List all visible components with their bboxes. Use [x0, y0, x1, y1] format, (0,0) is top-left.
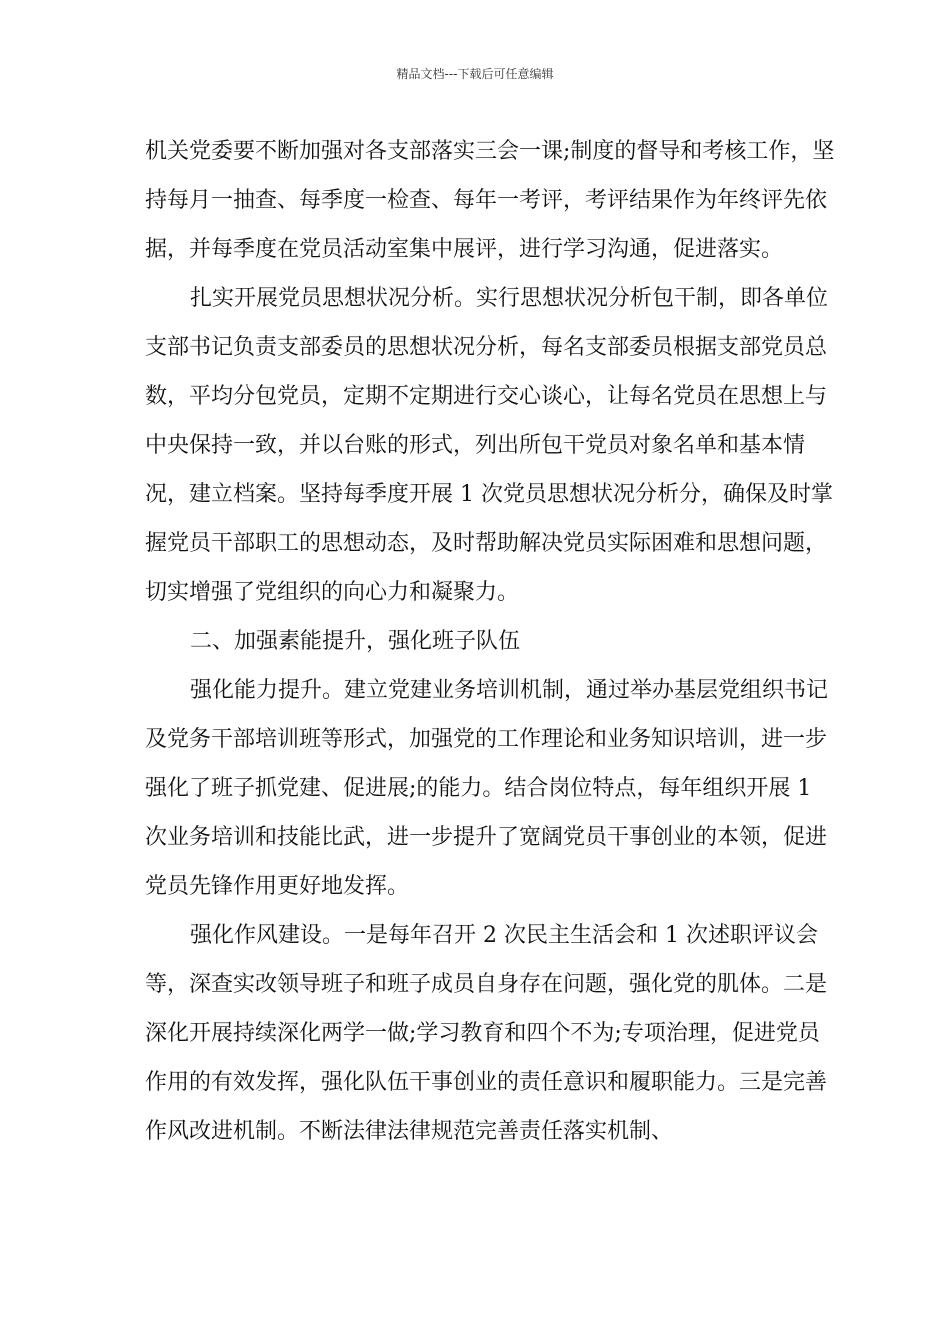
paragraph: 强化能力提升。建立党建业务培训机制，通过举办基层党组织书记及党务干部培训班等形式，加强党的工作理论和业务知识培训，进一步强化了班子抓党建、促进展;的能力。结合岗位特点，每年组织开展 1 次业务培训和技能比武，进一步提升了宽阔党员干事创业的本领，促进党员先锋作用更好地发挥。: [145, 678, 829, 899]
section-heading: 二、加强素能提升，强化班子队伍: [190, 629, 521, 654]
paragraph: 扎实开展党员思想状况分析。实行思想状况分析包干制，即各单位支部书记负责支部委员的思想状况分析，每名支部委员根据支部党员总数，平均分包党员，定期不定期进行交心谈心，让每名党员在思想上与中央保持一致，并以台账的形式，列出所包干党员对象名单和基本情况，建立档案。坚持每季度开展 1 次党员思想状况分析分，确保及时掌握党员干部职工的思想动态，及时帮助解决党员实际困难和思想问题，切实增强了党组织的向心力和凝聚力。: [145, 286, 833, 605]
paragraph: 机关党委要不断加强对各支部落实三会一课;制度的督导和考核工作，坚持每月一抽查、每季度一检查、每年一考评，考评结果作为年终评先依据，并每季度在党员活动室集中展评，进行学习沟通，促进落实。: [145, 139, 835, 262]
page-header: 精品文档---下载后可任意编辑: [396, 67, 554, 81]
paragraph: 强化作风建设。一是每年召开 2 次民主生活会和 1 次述职评议会等，深查实改领导班子和班子成员自身存在问题，强化党的肌体。二是深化开展持续深化两学一做;学习教育和四个不为;专项治理，促进党员作用的有效发挥，强化队伍干事创业的责任意识和履职能力。三是完善作风改进机制。不断法律法律规范完善责任落实机制、: [145, 923, 828, 1144]
document-body: [145, 127, 835, 1156]
